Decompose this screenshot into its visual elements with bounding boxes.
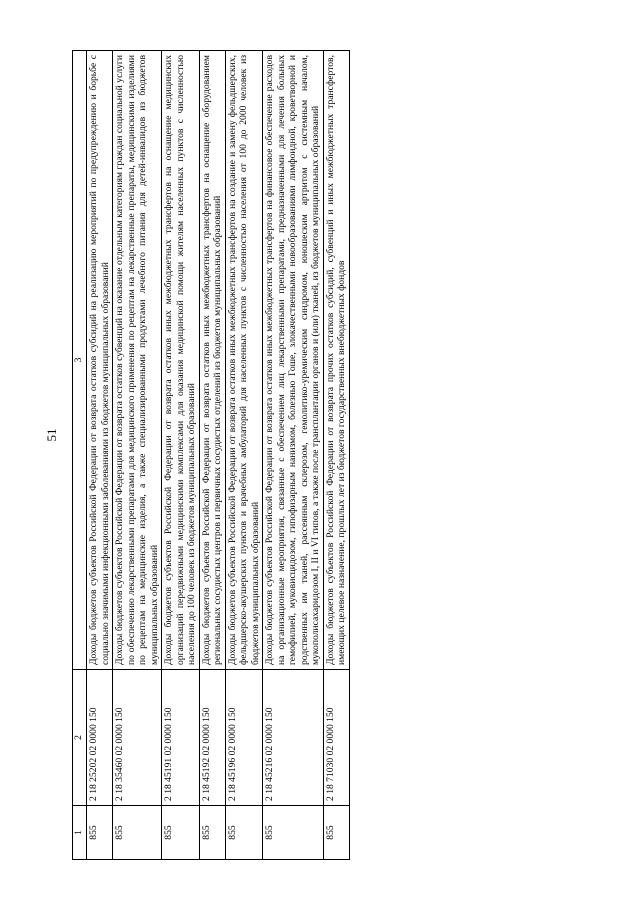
column-number-row	[73, 51, 87, 860]
revenue-code-cell: 2 18 45191 02 0000 150	[162, 670, 200, 806]
table-row	[199, 51, 225, 860]
revenue-code-cell: 2 18 45216 02 0000 150	[263, 670, 324, 806]
revenue-code-cell: 2 18 35460 02 0000 150	[113, 670, 162, 806]
revenue-name-cell: Доходы бюджетов субъектов Российской Федерации от возврата остатков иных межбюджетных трансфертов на оснащение оборудованием региональных сосудистых центров и первичных сосудистых отделений из бюджетов муниципальных образований	[199, 51, 225, 670]
table-row	[162, 51, 200, 860]
admin-code-cell: 855	[199, 806, 225, 860]
revenue-name-cell: Доходы бюджетов субъектов Российской Федерации от возврата остатков иных межбюджетных трансфертов на оснащение медицинских организаций передвижными медицинскими комплексами для оказания медицинской помощи жителям населенных пунктов с численностью населения до 100 человек из бюджетов муниципальных образований	[162, 51, 200, 670]
revenue-name-cell: Доходы бюджетов субъектов Российской Федерации от возврата остатков иных межбюджетных трансфертов на создание и замену фельдшерских, фельдшерско-акушерских пунктов и врачебных амбулаторий для населенных пунктов с численностью населения от 100 до 2000 человек из бюджетов муниципальных образований	[225, 51, 263, 670]
column-header-3: 3	[73, 51, 87, 670]
revenue-code-cell: 2 18 45196 02 0000 150	[225, 670, 263, 806]
revenue-name-cell: Доходы бюджетов субъектов Российской Федерации от возврата остатков субвенций на оказание отдельным категориям граждан социальной услуги по обеспечению лекарственными препаратами для медицинского применения по рецептам на лекарственные препараты, медицинскими изделиями по рецептам на медицинские изделия, а также специализированными продуктами лечебного питания для детей-инвалидов из бюджетов муниципальных образований	[113, 51, 162, 670]
admin-code-cell: 855	[162, 806, 200, 860]
admin-code-cell: 855	[323, 806, 349, 860]
table-row	[113, 51, 162, 860]
admin-code-cell: 855	[225, 806, 263, 860]
column-header-2: 2	[73, 670, 87, 806]
revenue-name-cell: Доходы бюджетов субъектов Российской Федерации от возврата остатков иных межбюджетных трансфертов на финансовое обеспечение расходов на организационные мероприятия, связанные с обеспечением лиц лекарственными препаратами, предназначенными для лечения больных гемофилией, муковисцидозом, гипофизарным нанизмом, болезнью Гоше, злокачественными новообразованиями лимфоидной, кроветворной и родственных им тканей, рассеянным склерозом, гемолитико-уремическим синдромом, юношеским артритом с системным началом, мукополисахаридозом I, II и VI типов, а также после трансплантации органов и (или) тканей, из бюджетов муниципальных образований	[263, 51, 324, 670]
revenue-code-cell: 2 18 45192 02 0000 150	[199, 670, 225, 806]
revenue-name-cell: Доходы бюджетов субъектов Российской Федерации от возврата прочих остатков субсидий, субвенций и иных межбюджетных трансфертов, имеющих целевое назначение, прошлых лет из бюджетов государственных внебюджетных фондов	[323, 51, 349, 670]
table-row	[87, 51, 113, 860]
revenue-code-cell: 2 18 25202 02 0000 150	[87, 670, 113, 806]
column-header-1: 1	[73, 806, 87, 860]
admin-code-cell: 855	[113, 806, 162, 860]
table-row	[323, 51, 349, 860]
admin-code-cell: 855	[263, 806, 324, 860]
table-row	[263, 51, 324, 860]
revenue-code-cell: 2 18 71030 02 0000 150	[323, 670, 349, 806]
table-row	[225, 51, 263, 860]
rotated-page-content	[72, 50, 520, 860]
page-number: 51	[44, 428, 59, 442]
revenue-codes-table	[72, 50, 350, 860]
admin-code-cell: 855	[87, 806, 113, 860]
revenue-name-cell: Доходы бюджетов субъектов Российской Федерации от возврата остатков субсидий на реализацию мероприятий по предупреждению и борьбе с социально значимыми инфекционными заболеваниями из бюджетов муниципальных образований	[87, 51, 113, 670]
